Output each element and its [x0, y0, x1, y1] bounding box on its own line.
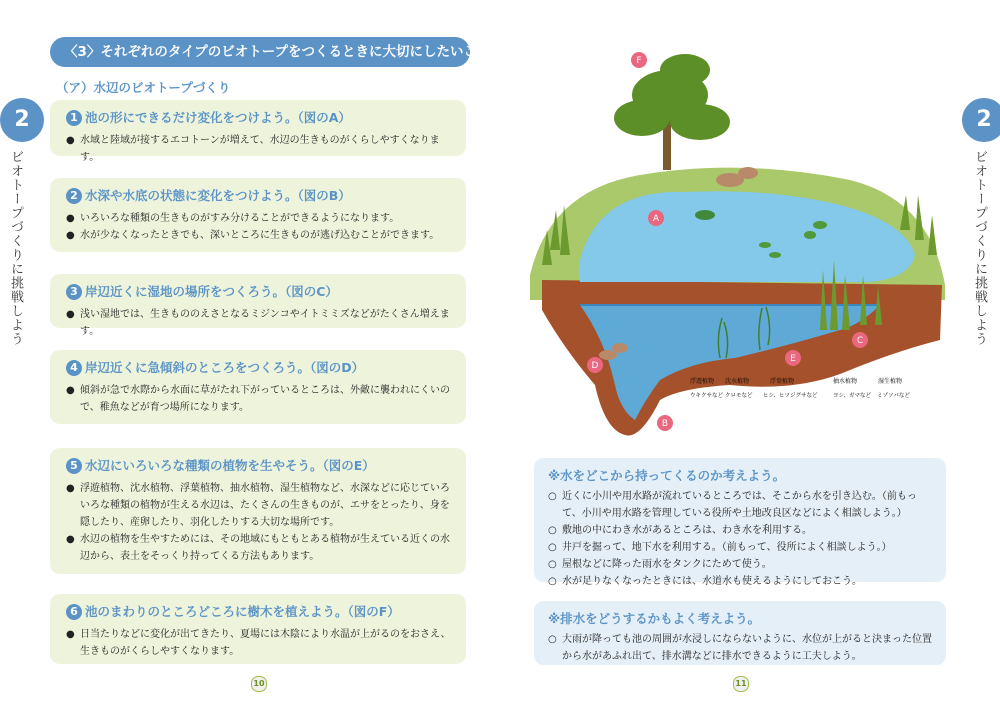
marker-c — [852, 332, 868, 348]
point-1-title: 1 池の形にできるだけ変化をつけよう。（図のA） — [66, 108, 454, 126]
point-5-bullet-1: ● 浮遊植物、沈水植物、浮葉植物、抽水植物、湿生植物など、水深などに応じていろいろな種類の植物が生える水辺は、たくさんの生きものが、エサをとったり、身を隠したり、産卵したり、羽化したりする大切な場所です。 — [66, 480, 454, 531]
plant-type-wetland: 湿生植物 — [878, 378, 903, 385]
marker-a — [648, 210, 664, 226]
page-number-left: 10 — [251, 676, 267, 692]
point-5-number-icon: 5 — [66, 458, 82, 474]
water-source-item-5: ○ 水が足りなくなったときには、水道水も使えるようにしておこう。 — [548, 573, 934, 590]
point-5-title: 5 水辺にいろいろな種類の植物を生やそう。（図のE） — [66, 456, 454, 474]
plant-type-emergent: 抽水植物 — [833, 378, 858, 385]
biotope-diagram — [520, 40, 960, 440]
plant-example-submerged: クロモなど — [725, 393, 753, 399]
subsection-title: （ア）水辺のビオトープづくり — [56, 80, 231, 95]
point-2-number-icon: 2 — [66, 188, 82, 204]
svg-text:E: E — [790, 354, 796, 364]
svg-text:C: C — [856, 336, 864, 346]
marker-d — [587, 357, 603, 373]
point-4-bullet-1: ● 傾斜が急で水際から水面に草がたれ下がっているところは、外敵に襲われにくいので、稚魚などが育つ場所になります。 — [66, 382, 454, 416]
drainage-box — [534, 601, 946, 665]
section-title: 〈3〉それぞれのタイプのビオトープをつくるときに大切にしたいこと — [50, 37, 470, 67]
chapter-label-right: ビオトープづくりに挑戦しよう — [972, 150, 987, 346]
point-6-number-icon: 6 — [66, 604, 82, 620]
point-3-bullet-1: ● 浅い湿地では、生きもののえさとなるミジンコやイトミミズなどがたくさん増えます。 — [66, 306, 454, 340]
plant-example-floating-leaf: ヒシ、ヒツジグサなど — [763, 393, 818, 399]
svg-text:B: B — [661, 419, 669, 429]
chapter-number-left: 2 — [0, 98, 44, 142]
point-6-title: 6 池のまわりのところどころに樹木を植えよう。（図のF） — [66, 602, 454, 620]
marker-b — [657, 415, 673, 431]
point-5-bullet-2: ● 水辺の植物を生やすためには、その地域にもともとある植物が生えている近くの水辺から、表土をそっくり持ってくる方法もあります。 — [66, 531, 454, 565]
tree — [614, 54, 730, 170]
drainage-item-1: ○ 大雨が降っても池の周囲が水浸しにならないように、水位が上がると決まった位置から水があふれ出て、排水溝などに排水できるように工夫しよう。 — [548, 631, 934, 665]
plant-example-wetland: ミゾソバなど — [877, 393, 910, 399]
point-2-bullet-1: ● いろいろな種類の生きものがすみ分けることができるようになります。 — [66, 210, 454, 227]
chapter-number-right: 2 — [962, 98, 1000, 142]
point-5-box — [50, 448, 466, 574]
svg-text:A: A — [652, 214, 660, 224]
point-1-bullet-1: ● 水域と陸域が接するエコトーンが増えて、水辺の生きものがくらしやすくなります。 — [66, 132, 454, 166]
point-2-bullet-2: ● 水が少なくなったときでも、深いところに生きものが逃げ込むことができます。 — [66, 227, 454, 244]
point-2-title: 2 水深や水底の状態に変化をつけよう。（図のB） — [66, 186, 454, 204]
point-4-number-icon: 4 — [66, 360, 82, 376]
point-6-box — [50, 594, 466, 664]
page-number-right: 11 — [733, 676, 749, 692]
water-source-box — [534, 458, 946, 587]
marker-f — [631, 52, 647, 68]
water-source-item-1: ○ 近くに小川や用水路が流れているところでは、そこから水を引き込む。（前もって、小川や用水路を管理している役所や土地改良区などによく相談しよう。） — [548, 488, 934, 522]
svg-text:D: D — [591, 361, 599, 371]
water-source-item-4: ○ 屋根などに降った雨水をタンクにためて使う。 — [548, 556, 934, 573]
point-4-title: 4 岸辺近くに急傾斜のところをつくろう。（図のD） — [66, 358, 454, 376]
plant-example-floating: ウキクサなど — [690, 393, 724, 399]
point-3-number-icon: 3 — [66, 284, 82, 300]
point-2-box — [50, 178, 466, 252]
svg-text:F: F — [636, 56, 642, 66]
plant-type-floating-leaf: 浮葉植物 — [770, 378, 795, 385]
point-6-bullet-1: ● 日当たりなどに変化が出てきたり、夏場には木陰により水温が上がるのをおさえ、生きものがくらしやすくなります。 — [66, 626, 454, 660]
point-1-box — [50, 100, 466, 163]
chapter-label-left: ビオトープづくりに挑戦しよう — [8, 150, 23, 346]
water-source-item-3: ○ 井戸を掘って、地下水を利用する。（前もって、役所によく相談しよう。） — [548, 539, 934, 556]
plant-type-floating: 浮遊植物 — [690, 378, 715, 385]
plant-example-emergent: ヨシ、ガマなど — [833, 393, 872, 399]
point-1-number-icon: 1 — [66, 110, 82, 126]
point-4-box — [50, 350, 466, 424]
point-3-title: 3 岸辺近くに湿地の場所をつくろう。（図のC） — [66, 282, 454, 300]
water-source-item-2: ○ 敷地の中にわき水があるところは、わき水を利用する。 — [548, 522, 934, 539]
water-source-title: ※水をどこから持ってくるのか考えよう。 — [548, 468, 786, 483]
drainage-title: ※排水をどうするかもよく考えよう。 — [548, 611, 761, 626]
plant-type-submerged: 沈水植物 — [725, 378, 750, 385]
point-3-box — [50, 274, 466, 337]
marker-e — [785, 350, 801, 366]
